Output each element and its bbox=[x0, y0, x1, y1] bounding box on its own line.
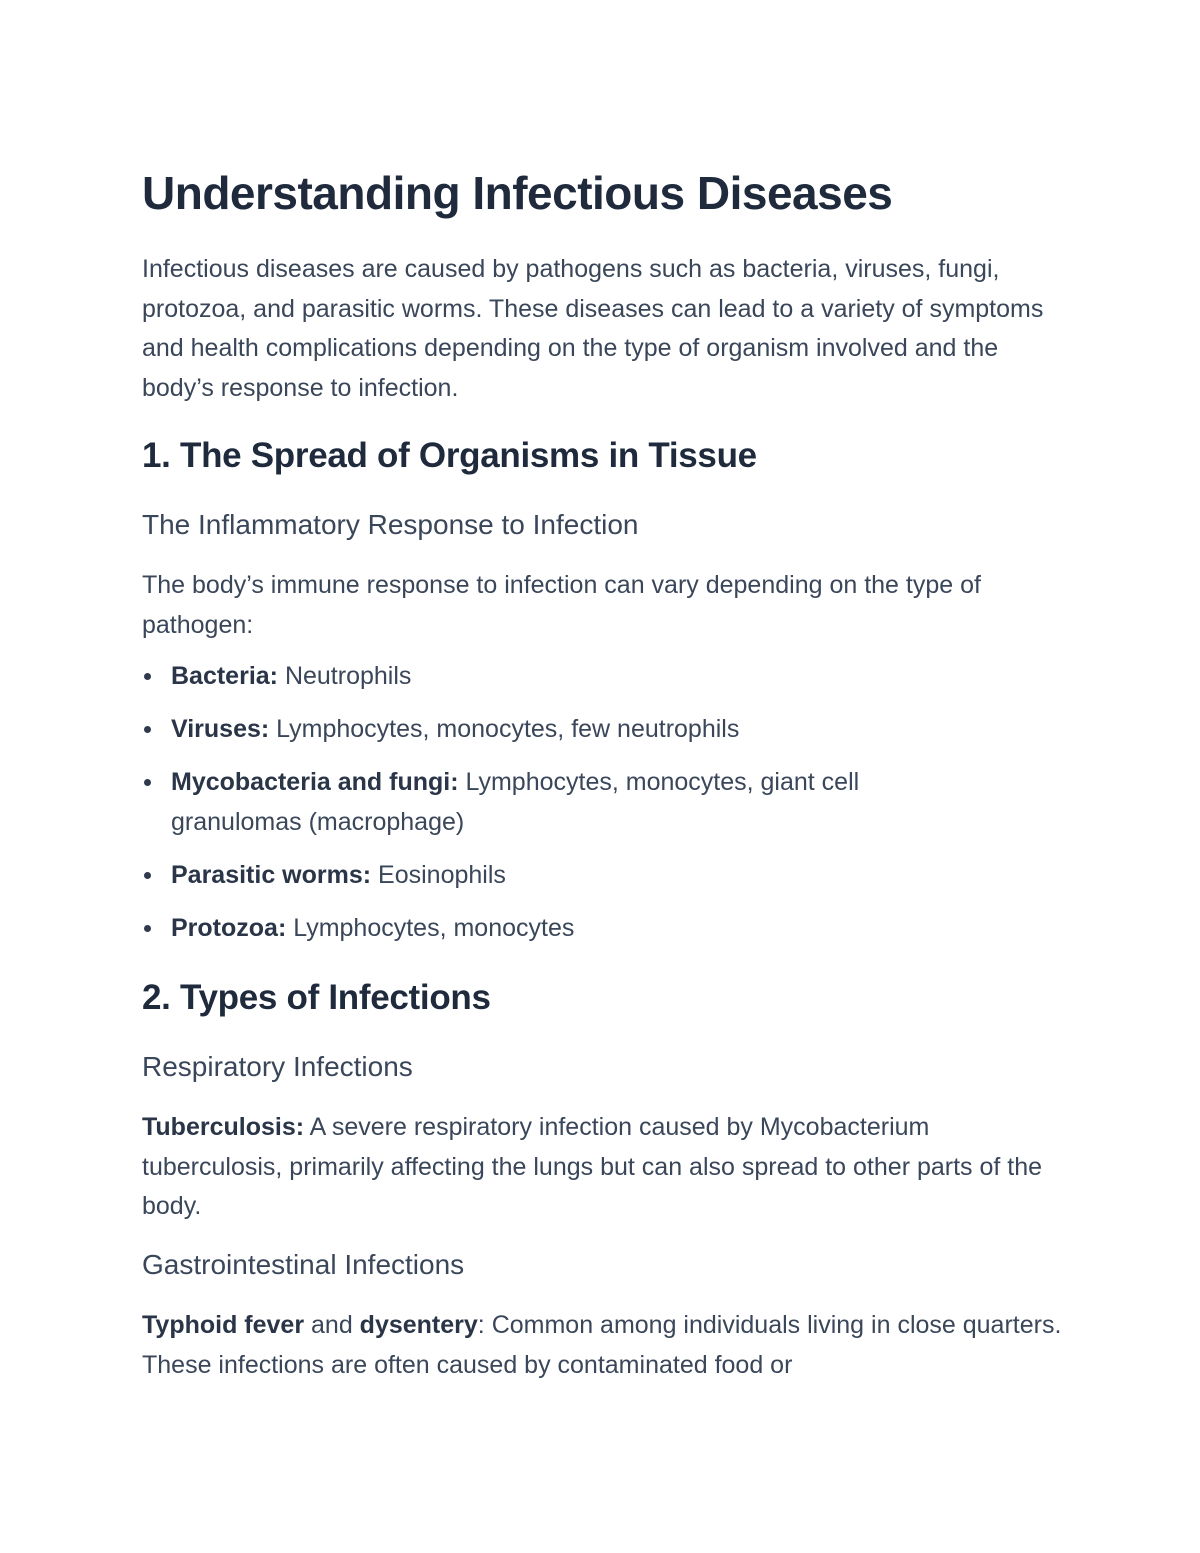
section-1-heading: 1. The Spread of Organisms in Tissue bbox=[142, 436, 757, 475]
list-item-viruses bbox=[142, 709, 1072, 749]
gastro-subheading: Gastrointestinal Infections bbox=[142, 1249, 465, 1280]
intro-paragraph: Infectious diseases are caused by pathogens such as bacteria, viruses, fungi, protozoa, and parasitic worms. These diseases can lead to a variety of symptoms and health complications depending on the type of organism involved and the body’s response to infection. bbox=[142, 255, 1044, 402]
bullet-icon bbox=[144, 726, 151, 733]
list-item-term: Viruses: bbox=[171, 715, 270, 743]
typhoid-term: Typhoid fever bbox=[142, 1311, 305, 1339]
list-item-protozoa bbox=[142, 908, 1072, 948]
list-item-desc: Lymphocytes, monocytes, few neutrophils bbox=[269, 715, 740, 743]
bullet-icon bbox=[144, 872, 151, 879]
list-item-desc: Lymphocytes, monocytes bbox=[286, 914, 575, 942]
gastro-text: : Common among individuals living in close quarters. These infections are often caused by contaminated food or bbox=[142, 1311, 1062, 1379]
tuberculosis-paragraph bbox=[142, 1108, 1072, 1227]
respiratory-subheading: Respiratory Infections bbox=[142, 1051, 413, 1082]
list-item-parasitic-worms bbox=[142, 855, 1072, 895]
dysentery-term: dysentery bbox=[359, 1311, 478, 1339]
list-item-term: Parasitic worms: bbox=[171, 861, 372, 889]
section-1-subheading: The Inflammatory Response to Infection bbox=[142, 509, 639, 540]
list-item-term: Mycobacteria and fungi: bbox=[171, 768, 459, 796]
tuberculosis-text: A severe respiratory infection caused by Mycobacterium tuberculosis, primarily affecting the lungs but can also spread to other parts of the body. bbox=[142, 1113, 1043, 1220]
bullet-icon bbox=[144, 779, 151, 786]
list-item-desc: Lymphocytes, monocytes, giant cell granulomas (macrophage) bbox=[171, 768, 860, 836]
list-item-bacteria bbox=[142, 656, 1072, 696]
section-1-paragraph: The body’s immune response to infection can vary depending on the type of pathogen: bbox=[142, 571, 981, 639]
list-item-desc: Neutrophils bbox=[278, 662, 412, 690]
bullet-icon bbox=[144, 925, 151, 932]
list-item-mycobacteria-fungi bbox=[142, 762, 951, 842]
pathogen-response-list bbox=[142, 656, 1072, 961]
tuberculosis-term: Tuberculosis: bbox=[142, 1113, 305, 1141]
joiner-text: and bbox=[304, 1311, 360, 1339]
list-item-desc: Eosinophils bbox=[371, 861, 506, 889]
page-title: Understanding Infectious Diseases bbox=[142, 167, 893, 219]
list-item-term: Bacteria: bbox=[171, 662, 278, 690]
list-item-term: Protozoa: bbox=[171, 914, 287, 942]
gastro-paragraph bbox=[142, 1306, 1072, 1385]
section-2-heading: 2. Types of Infections bbox=[142, 978, 491, 1017]
bullet-icon bbox=[144, 673, 151, 680]
